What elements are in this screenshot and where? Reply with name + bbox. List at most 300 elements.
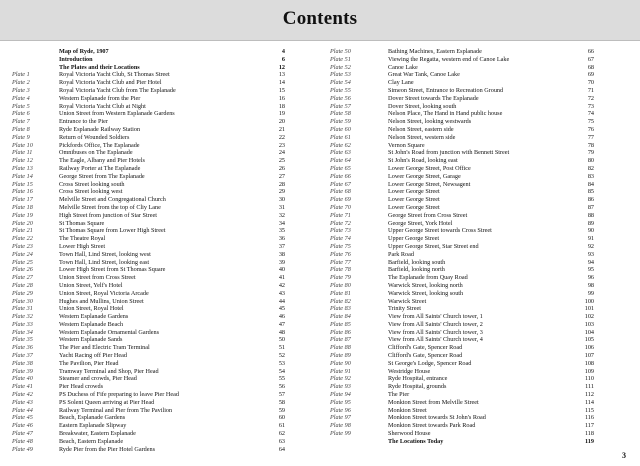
plate-label: Plate 73 [330,227,351,235]
entry-title: Barfield, looking north [388,266,445,274]
contents-entry [12,375,302,383]
contents-entry [330,360,620,368]
plate-label: Plate 11 [12,149,33,157]
plate-label: Plate 83 [330,305,351,313]
entry-title: Melville Street from the top of Cliy Lane [59,203,161,211]
entry-page-number: 71 [587,86,594,94]
entry-page-number: 119 [585,437,594,445]
entry-title: Vernon Square [388,141,425,149]
entry-title: Dover Street towards The Esplanade [388,94,479,102]
entry-page-number: 29 [278,188,285,196]
entry-title: Clifford's Gate, Spencer Road [388,344,463,352]
contents-entry [330,56,620,64]
contents-entry [12,407,302,415]
contents-entry [330,235,620,243]
entry-page-number: 104 [584,328,594,336]
plate-label: Plate 54 [330,79,351,87]
contents-entry [12,196,302,204]
entry-title: Barfield, looking south [388,258,446,266]
entry-page-number: 25 [278,157,285,165]
contents-entry [12,165,302,173]
page-title: Contents [282,8,358,29]
entry-title: Hughes and Mullins, Union Street [59,297,144,305]
entry-page-number: 14 [278,79,285,87]
entry-title: Lower George Street [388,196,440,204]
entry-page-number: 91 [587,235,594,243]
contents-entry [12,48,302,56]
entry-title: Pier Head crowds [59,383,103,391]
entry-page-number: 30 [278,196,285,204]
entry-title: Ryde Hospital, entrance [388,375,448,383]
contents-entry [330,368,620,376]
entry-title: Viewing the Regatta, western end of Canoe Lake [388,55,510,63]
entry-page-number: 87 [587,203,594,211]
plate-label: Plate 7 [12,118,30,126]
plate-label: Plate 42 [12,391,33,399]
entry-page-number: 115 [584,406,594,414]
contents-entry [330,142,620,150]
entry-page-number: 13 [278,71,285,79]
entry-page-number: 98 [587,281,594,289]
entry-title: PS Solent Queen arriving at Pier Head [59,398,155,406]
contents-entry [12,212,302,220]
entry-title: Union Street, Royal Victoria Arcade [59,289,149,297]
entry-title: Lower George Street [388,188,440,196]
contents-entry [12,329,302,337]
entry-page-number: 110 [584,375,594,383]
plate-label: Plate 65 [330,164,351,172]
entry-title: View from All Saints' Church tower, 3 [388,328,483,336]
entry-title: Ryde Pier from the Pier Hotel Gardens [59,445,155,453]
contents-entry [330,414,620,422]
entry-title: Upper George Street, Star Street end [388,242,479,250]
contents-entry [12,71,302,79]
contents-entry [330,118,620,126]
contents-entry [330,259,620,267]
entry-title: The Pavilion, Pier Head [59,359,119,367]
plate-label: Plate 38 [12,359,33,367]
contents-entry [12,204,302,212]
entry-page-number: 23 [278,141,285,149]
entry-page-number: 54 [278,367,285,375]
entry-page-number: 80 [587,157,594,165]
contents-entry [12,438,302,446]
plate-label: Plate 72 [330,219,351,227]
plate-label: Plate 18 [12,203,33,211]
contents-entry [12,290,302,298]
entry-page-number: 77 [587,133,594,141]
entry-page-number: 48 [278,328,285,336]
entry-title: Warwick Street [388,297,427,305]
contents-entry [330,165,620,173]
entry-page-number: 103 [584,320,594,328]
contents-entry [12,103,302,111]
contents-entry [330,383,620,391]
plate-label: Plate 28 [12,281,33,289]
page-number: 3 [622,451,626,460]
plate-label: Plate 26 [12,266,33,274]
contents-entry [330,344,620,352]
contents-entry [330,251,620,259]
plate-label: Plate 36 [12,344,33,352]
contents-entry [12,274,302,282]
entry-page-number: 38 [278,250,285,258]
contents-entry [330,399,620,407]
contents-entry [12,110,302,118]
contents-entry [12,360,302,368]
plate-label: Plate 99 [330,430,351,438]
contents-entry [12,430,302,438]
entry-title: Westridge House [388,367,431,375]
plate-label: Plate 79 [330,274,351,282]
entry-page-number: 4 [281,48,285,55]
plate-label: Plate 56 [330,94,351,102]
plate-label: Plate 13 [12,164,33,172]
plate-label: Plate 29 [12,289,33,297]
entry-title: The Theatre Royal [59,235,106,243]
plate-label: Plate 17 [12,196,33,204]
contents-entry [330,243,620,251]
entry-title: The Esplanade from Quay Road [388,274,468,282]
entry-title: George Street, York Hotel [388,219,453,227]
entry-title: The Plates and their Locations [59,63,140,71]
entry-page-number: 57 [278,391,285,399]
contents-entry [330,48,620,56]
contents-entry [12,391,302,399]
plate-label: Plate 63 [330,149,351,157]
plate-label: Plate 31 [12,305,33,313]
entry-title: St George's Lodge, Spencer Road [388,359,472,367]
entry-page-number: 63 [278,437,285,445]
plate-label: Plate 35 [12,336,33,344]
contents-entry [12,305,302,313]
contents-entry [330,336,620,344]
contents-entry [330,204,620,212]
contents-entry [12,95,302,103]
plate-label: Plate 85 [330,320,351,328]
entry-title: Warwick Street, looking south [388,289,464,297]
contents-entry [330,220,620,228]
entry-page-number: 111 [585,383,594,391]
entry-page-number: 52 [278,352,285,360]
entry-page-number: 73 [587,102,594,110]
entry-title: St Thomas Square [59,219,105,227]
entry-title: Tramway Terminal and Shop, Pier Head [59,367,159,375]
contents-entry [330,282,620,290]
entry-page-number: 109 [584,367,594,375]
entry-page-number: 114 [584,398,594,406]
contents-entry [330,95,620,103]
plate-label: Plate 9 [12,133,30,141]
entry-page-number: 66 [587,48,594,55]
entry-page-number: 15 [278,86,285,94]
plate-label: Plate 70 [330,203,351,211]
plate-label: Plate 78 [330,266,351,274]
entry-page-number: 24 [278,149,285,157]
contents-entry [12,149,302,157]
entry-title: Park Road [388,250,414,258]
entry-title: Cross Street looking west [59,188,123,196]
entry-title: Union Street, Yelf's Hotel [59,281,123,289]
plate-label: Plate 53 [330,71,351,79]
entry-page-number: 18 [278,102,285,110]
plate-label: Plate 3 [12,86,30,94]
plate-label: Plate 75 [330,242,351,250]
entry-title: Monkton Street towards St John's Road [388,414,486,422]
entry-page-number: 47 [278,320,285,328]
plate-label: Plate 95 [330,398,351,406]
entry-title: St John's Road from junction with Bennett Street [388,149,510,157]
contents-entry [12,282,302,290]
entry-page-number: 53 [278,359,285,367]
entry-title: Warwick Street, looking north [388,281,463,289]
contents-entry [12,235,302,243]
entry-page-number: 86 [587,196,594,204]
contents-entry [330,313,620,321]
contents-entry [330,352,620,360]
contents-entry [330,290,620,298]
plate-label: Plate 5 [12,102,30,110]
entry-page-number: 107 [584,352,594,360]
entry-title: Simeon Street, Entrance to Recreation Ground [388,86,504,94]
contents-entry [12,157,302,165]
entry-page-number: 90 [587,227,594,235]
contents-entry [12,142,302,150]
entry-title: George Street from Cross Street [388,211,468,219]
plate-label: Plate 41 [12,383,33,391]
plate-label: Plate 67 [330,180,351,188]
entry-page-number: 50 [278,336,285,344]
contents-entry [330,407,620,415]
contents-entry [330,103,620,111]
entry-page-number: 58 [278,398,285,406]
entry-title: The Locations Today [388,437,444,445]
plate-label: Plate 6 [12,110,30,118]
entry-title: Great War Tank, Canoe Lake [388,71,460,79]
contents-entry [12,243,302,251]
entry-title: Monkton Street towards Park Road [388,422,476,430]
plate-label: Plate 46 [12,422,33,430]
contents-entry [330,134,620,142]
contents-entry [330,126,620,134]
entry-page-number: 26 [278,164,285,172]
entry-title: The Eagle, Albany and Pier Hotels [59,157,145,165]
entry-page-number: 40 [278,266,285,274]
entry-title: Omnibuses on The Esplanade [59,149,133,157]
plate-label: Plate 52 [330,63,351,71]
plate-label: Plate 82 [330,297,351,305]
entry-title: Melville Street and Congregational Church [59,196,166,204]
contents-entry [330,157,620,165]
contents-entry [12,181,302,189]
plate-label: Plate 84 [330,313,351,321]
entry-title: Nelson Street, looking westwards [388,118,472,126]
entry-page-number: 22 [278,133,285,141]
plate-label: Plate 60 [330,125,351,133]
plate-label: Plate 90 [330,359,351,367]
entry-title: Yacht Racing off Pier Head [59,352,127,360]
entry-page-number: 41 [278,274,285,282]
plate-label: Plate 40 [12,375,33,383]
entry-title: Town Hall, Lind Street, looking west [59,250,151,258]
entry-title: View from All Saints' Church tower, 2 [388,320,483,328]
entry-page-number: 43 [278,289,285,297]
contents-entry [12,56,302,64]
contents-entry [12,87,302,95]
plate-label: Plate 33 [12,320,33,328]
entry-page-number: 116 [584,414,594,422]
entry-page-number: 84 [587,180,594,188]
entry-page-number: 67 [587,55,594,63]
plate-label: Plate 80 [330,281,351,289]
plate-label: Plate 51 [330,55,351,63]
entry-page-number: 72 [587,94,594,102]
entry-page-number: 79 [587,149,594,157]
contents-entry [330,321,620,329]
contents-entry [12,321,302,329]
contents-entry [330,298,620,306]
entry-title: Pickfords Office, The Esplanade [59,141,140,149]
plate-label: Plate 49 [12,445,33,453]
plate-label: Plate 12 [12,157,33,165]
entry-page-number: 78 [587,141,594,149]
entry-title: Upper George Street towards Cross Street [388,227,492,235]
entry-title: PS Duchess of Fife preparing to leave Pier Head [59,391,179,399]
plate-label: Plate 68 [330,188,351,196]
entry-title: View from All Saints' Church tower, 4 [388,336,483,344]
plate-label: Plate 24 [12,250,33,258]
entry-title: Lower George Street, Newsagent [388,180,471,188]
entry-page-number: 45 [278,305,285,313]
plate-label: Plate 48 [12,437,33,445]
plate-label: Plate 71 [330,211,351,219]
plate-label: Plate 96 [330,406,351,414]
entry-title: The Pier and Electric Tram Terminal [59,344,150,352]
contents-entry [12,336,302,344]
plate-label: Plate 59 [330,118,351,126]
entry-title: George Street from The Esplanade [59,172,145,180]
entry-page-number: 117 [584,422,594,430]
plate-label: Plate 98 [330,422,351,430]
entry-title: Railway Porter at The Esplanade [59,164,141,172]
entry-title: Western Esplanade Ornamental Gardens [59,328,160,336]
plate-label: Plate 19 [12,211,33,219]
entry-page-number: 82 [587,164,594,172]
plate-label: Plate 30 [12,297,33,305]
entry-title: Royal Victoria Yacht Club at Night [59,102,146,110]
entry-page-number: 64 [278,445,285,453]
entry-title: Eastern Esplanade Slipway [59,422,127,430]
plate-label: Plate 89 [330,352,351,360]
plate-label: Plate 61 [330,133,351,141]
plate-label: Plate 32 [12,313,33,321]
contents-entry [12,118,302,126]
entry-page-number: 88 [587,211,594,219]
contents-entry [12,352,302,360]
contents-entry [12,422,302,430]
plate-label: Plate 44 [12,406,33,414]
entry-page-number: 95 [587,266,594,274]
entry-title: Union Street from Western Esplanade Gardens [59,110,175,118]
plate-label: Plate 77 [330,258,351,266]
entry-page-number: 108 [584,359,594,367]
contents-entry [330,329,620,337]
entry-title: Western Esplanade Gardens [59,313,129,321]
entry-title: Upper George Street [388,235,440,243]
entry-title: Beach, Esplanade Gardens [59,414,126,422]
contents-entry [12,298,302,306]
plate-label: Plate 58 [330,110,351,118]
plate-label: Plate 45 [12,414,33,422]
entry-page-number: 20 [278,118,285,126]
plate-label: Plate 43 [12,398,33,406]
contents-entry [330,71,620,79]
entry-page-number: 55 [278,375,285,383]
contents-entry [330,375,620,383]
contents-entry [12,126,302,134]
entry-page-number: 37 [278,242,285,250]
plate-label: Plate 74 [330,235,351,243]
plate-label: Plate 88 [330,344,351,352]
plate-label: Plate 8 [12,125,30,133]
entry-page-number: 74 [587,110,594,118]
entry-title: Entrance to the Pier [59,118,108,126]
plate-label: Plate 21 [12,227,33,235]
entry-page-number: 6 [281,55,285,63]
plate-label: Plate 2 [12,79,30,87]
entry-title: Lower George Street [388,203,440,211]
entry-page-number: 106 [584,344,594,352]
entry-title: Bathing Machines, Eastern Esplanade [388,48,482,55]
entry-title: St Thomas Square from Lower High Street [59,227,166,235]
entry-page-number: 92 [587,242,594,250]
plate-label: Plate 25 [12,258,33,266]
entry-page-number: 34 [278,219,285,227]
entry-title: Nelson Street, western side [388,133,456,141]
contents-entry [12,173,302,181]
entry-title: Beach, Eastern Esplanade [59,437,124,445]
plate-label: Plate 37 [12,352,33,360]
plate-label: Plate 64 [330,157,351,165]
plate-label: Plate 62 [330,141,351,149]
entry-title: Monkton Street [388,406,427,414]
entry-page-number: 112 [584,391,594,399]
contents-entry [330,87,620,95]
plate-label: Plate 66 [330,172,351,180]
entry-title: The Pier [388,391,410,399]
entry-page-number: 118 [584,430,594,438]
entry-title: Railway Terminal and Pier from The Pavilion [59,406,173,414]
entry-title: Lower High Street [59,242,106,250]
entry-title: Nelson Street, eastern side [388,125,454,133]
contents-entry [330,196,620,204]
plate-label: Plate 86 [330,328,351,336]
plate-label: Plate 87 [330,336,351,344]
plate-label: Plate 15 [12,180,33,188]
entry-page-number: 89 [587,219,594,227]
plate-label: Plate 4 [12,94,30,102]
entry-title: St John's Road, looking east [388,157,458,165]
entry-title: Royal Victoria Yacht Club from The Esplanade [59,86,176,94]
entry-title: Union Street from Cross Street [59,274,136,282]
entry-page-number: 61 [278,422,285,430]
entry-title: Royal Victoria Yacht Club, St Thomas Street [59,71,170,79]
entry-title: Ryde Hospital, grounds [388,383,447,391]
contents-entry [330,266,620,274]
contents-entry [330,64,620,72]
contents-left-column [12,48,302,453]
plate-label: Plate 91 [330,367,351,375]
